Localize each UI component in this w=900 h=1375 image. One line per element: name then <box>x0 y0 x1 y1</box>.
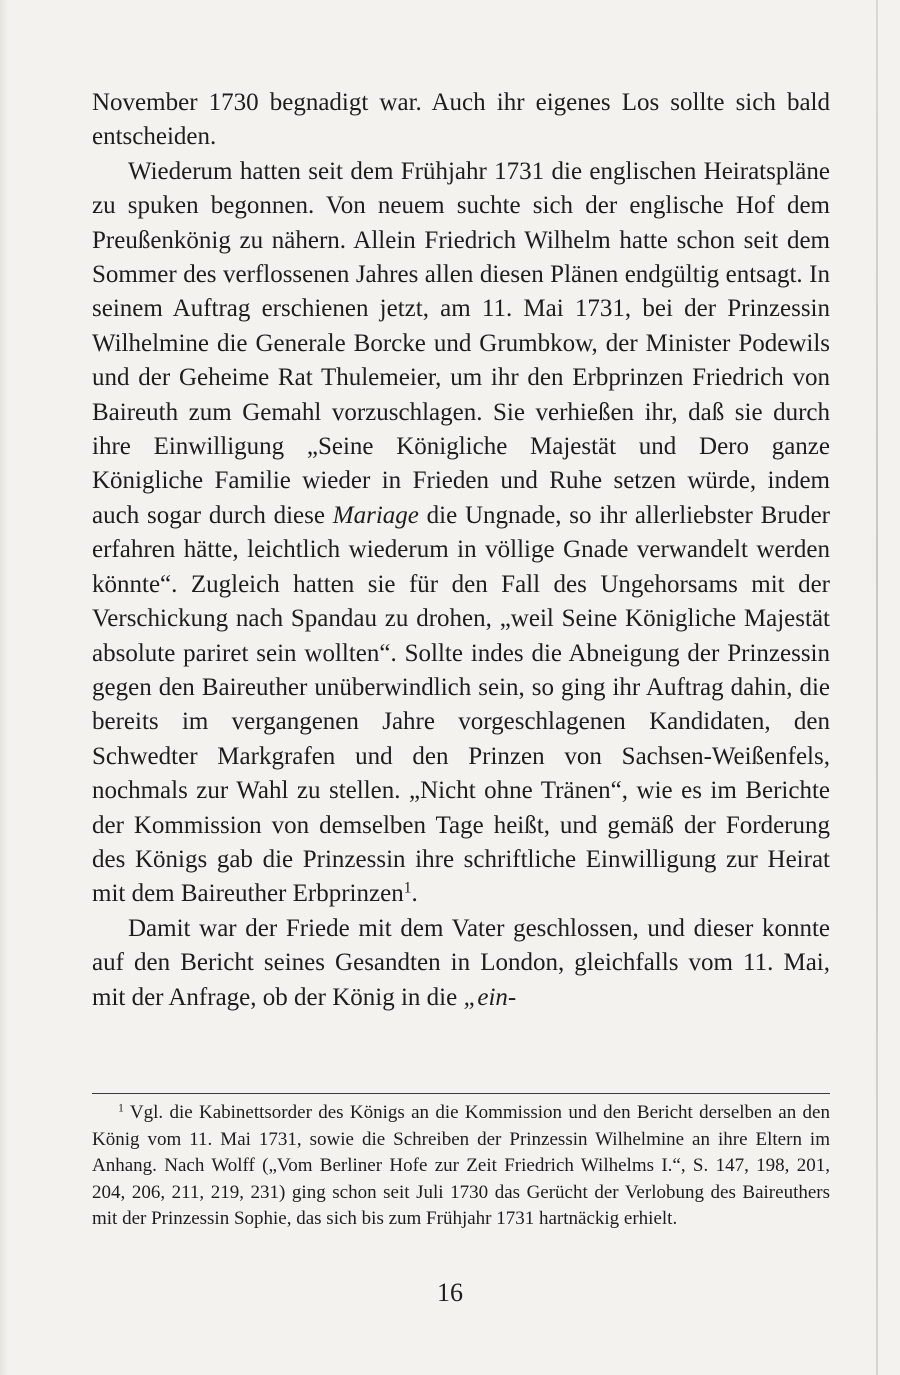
paragraph-3 <box>92 912 830 1015</box>
footnote-reference: 1 <box>403 879 412 897</box>
body-text <box>92 86 830 1015</box>
footnote-text: Vgl. die Kabinettsorder des Königs an die Kommission und den Bericht derselben an den König vom 11. Mai 1731, sowie die Schreiben der Prinzessin Wilhelmine an ihre Eltern im Anhang. Nach Wolff („Vom Berliner Hofe zur Zeit Friedrich Wilhelms I.“, S. 147, 198, 201, 204, 206, 211, 219, 231) ging schon seit Juli 1730 das Gerücht der Verlobung des Baireuthers mit der Prinzessin Sophie, das sich bis zum Frühjahr 1731 hartnäckig erhielt. <box>92 1102 830 1229</box>
paragraph-2-text-continued: die Ungnade, so ihr allerliebster Bruder erfahren hätte, leichtlich wiederum in völlige Gnade verwandelt werden könnte“. Zugleich hatten sie für den Fall des Ungehorsams mit der Verschickung nach Spandau zu drohen, „weil Seine Königliche Majestät absolute pariret sein wollten“. Sollte indes die Abneigung der Prinzessin gegen den Baireuther unüberwindlich sein, so ging ihr Auftrag dahin, die bereits im vergangenen Jahre vorgeschlagenen Kandidaten, den Schwedter Markgrafen und den Prinzen von Sachsen-Weißenfels, nochmals zur Wahl zu stellen. „Nicht ohne Tränen“, wie es im Berichte der Kommission von demselben Tage heißt, und gemäß der Forderung des Königs gab die Prinzessin ihre schriftliche Einwilligung zur Heirat mit dem Baireuther Erbprinzen <box>92 501 831 908</box>
paragraph-2-text-end: . <box>411 880 418 908</box>
footnotes <box>92 1100 830 1233</box>
footnote-marker: 1 <box>118 1101 124 1115</box>
paragraph-1-text: November 1730 begnadigt war. Auch ihr eigenes Los sollte sich bald entscheiden. <box>92 89 830 151</box>
paragraph-2-italic-word: Mariage <box>332 501 419 529</box>
page-edge-right <box>876 0 878 1375</box>
footnote-divider <box>92 1093 830 1094</box>
page-number: 16 <box>437 1278 463 1307</box>
paragraph-2-text: Wiederum hatten seit dem Frühjahr 1731 die englischen Heiratspläne zu spuken begonnen. Von neuem suchte sich der englische Hof dem Preußenkönig zu nähern. Allein Friedrich Wilhelm hatte schon seit dem Sommer des verflossenen Jahres allen diesen Plänen endgültig entsagt. In seinem Auftrag erschienen jetzt, am 11. Mai 1731, bei der Prinzessin Wilhelmine die Generale Borcke und Grumbkow, der Minister Podewils und der Geheime Rat Thulemeier, um ihr den Erbprinzen Friedrich von Baireuth zum Gemahl vorzuschlagen. Sie verhießen ihr, daß sie durch ihre Einwilligung „Seine Königliche Majestät und Dero ganze Königliche Familie wieder in Frieden und Ruhe setzen würde, indem auch sogar durch diese <box>92 157 830 529</box>
footnote-1 <box>92 1100 830 1233</box>
paragraph-3-text: Damit war der Friede mit dem Vater geschlossen, und dieser konnte auf den Bericht seines Gesandten in London, gleichfalls vom 11. Mai, mit der Anfrage, ob der König in die <box>92 914 830 1011</box>
paragraph-2 <box>92 155 830 912</box>
paragraph-3-italic-word: „ein- <box>463 983 517 1011</box>
page-shadow-left <box>0 0 8 1375</box>
paragraph-1 <box>92 86 830 155</box>
